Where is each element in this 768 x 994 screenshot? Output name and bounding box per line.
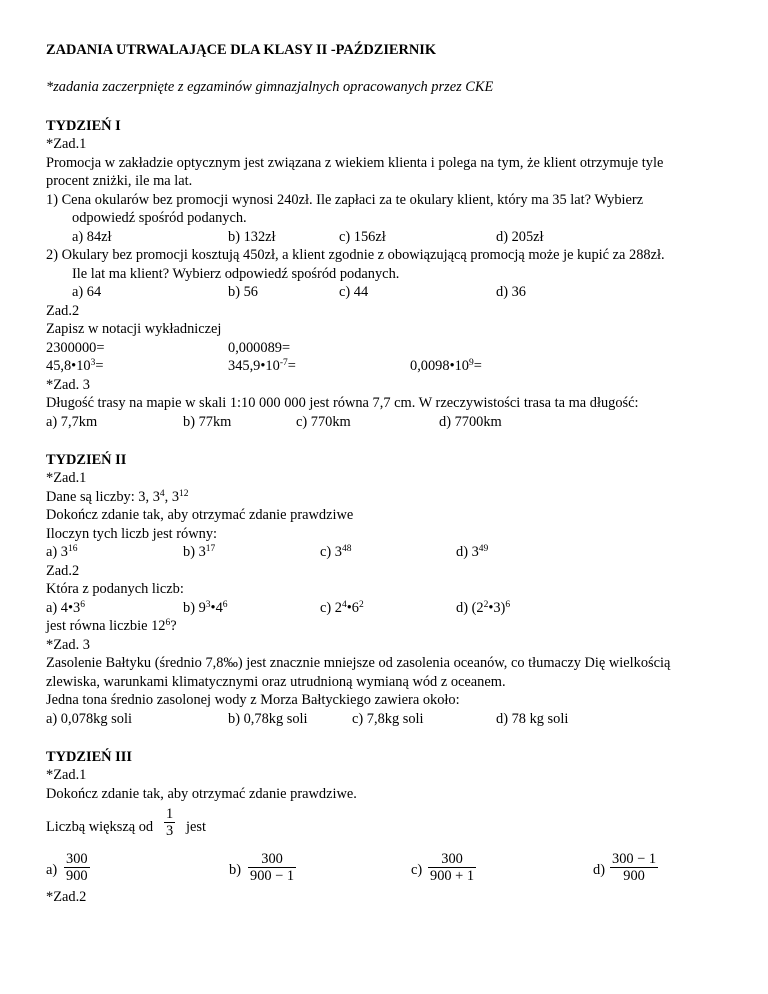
w1-task1-question-2: 2) Okulary bez promocji kosztują 450zł, a klient zgodnie z obowiązującą promocją może je kupić za 288zł.: [46, 247, 665, 263]
w1-task1-label: *Zad.1: [46, 136, 87, 152]
w2-task3-text: Jedna tona średnio zasolonej wody z Morza Bałtyckiego zawiera około:: [46, 692, 460, 708]
w1-task1-question-1: odpowiedź spośród podanych.: [72, 210, 247, 226]
w2-task3-text: zlewiska, warunkami klimatycznymi oraz utrudnioną wymianą wód z oceanem.: [46, 674, 506, 690]
page-subtitle: *zadania zaczerpnięte z egzaminów gimnazjalnych opracowanych przez CKE: [46, 79, 494, 95]
w1-task1-question-2: Ile lat ma klient? Wybierz odpowiedź spośród podanych.: [72, 266, 400, 282]
number-item: 0,000089=: [228, 340, 291, 356]
answer-option: c) 44: [339, 284, 369, 300]
w3-task1-label: *Zad.1: [46, 767, 87, 783]
answer-option: a) 64: [72, 284, 102, 300]
w3-task1-text: jest: [186, 819, 206, 835]
answer-option: a) $4•3^6$: [46, 600, 85, 616]
fraction: $\frac{1}{3}$: [166, 806, 174, 839]
answer-option: d) 78 kg soli: [496, 711, 569, 727]
w1-task1-intro: procent zniżki, ile ma lat.: [46, 173, 193, 189]
answer-option: d) 7700km: [439, 414, 502, 430]
option-label: d): [593, 862, 605, 878]
option-label: a): [46, 862, 58, 878]
w3-task1-text: Dokończ zdanie tak, aby otrzymać zdanie prawdziwe.: [46, 786, 357, 802]
w2-task1-label: *Zad.1: [46, 470, 87, 486]
answer-option: d) 36: [496, 284, 526, 300]
w1-task3-label: *Zad. 3: [46, 377, 90, 393]
w2-task1-text: Dokończ zdanie tak, aby otrzymać zdanie prawdziwe: [46, 507, 354, 523]
answer-option: a) 0,078kg soli: [46, 711, 132, 727]
answer-option: b) 56: [228, 284, 258, 300]
w3-task1-text: Liczbą większą od: [46, 819, 154, 835]
answer-option: c) 156zł: [339, 229, 386, 245]
number-item: 2300000=: [46, 340, 105, 356]
answer-option: c) $2^4•6^2$: [320, 600, 364, 616]
answer-option: c) 770km: [296, 414, 351, 430]
w2-task1-text: Iloczyn tych liczb jest równy:: [46, 526, 218, 542]
option-label: b): [229, 862, 241, 878]
answer-option: b) 132zł: [228, 229, 276, 245]
answer-option: d) 205zł: [496, 229, 544, 245]
w1-task1-question-1: 1) Cena okularów bez promocji wynosi 240zł. Ile zapłaci za te okulary klient, który ma 35 lat? Wybierz: [46, 192, 644, 208]
fraction: $\frac{300 - 1}{900}$: [612, 851, 657, 884]
answer-option: a) $3^{16}$: [46, 544, 78, 560]
w2-task3-text: Zasolenie Bałtyku (średnio 7,8‰) jest znacznie mniejsze od zasolenia oceanów, co tłumaczy Dię wielkością: [46, 655, 671, 671]
answer-option: b) $3^{17}$: [183, 544, 216, 560]
w3-task2-label: *Zad.2: [46, 889, 87, 905]
answer-option: b) $9^3•4^6$: [183, 600, 228, 616]
week-2-heading: TYDZIEŃ II: [46, 452, 127, 468]
answer-option: d) $3^{49}$: [456, 544, 489, 560]
answer-option: a) 84zł: [72, 229, 112, 245]
w2-task1-text: Dane są liczby: 3, $3^4$, $3^{12}$: [46, 489, 189, 505]
fraction: $\frac{300}{900}$: [66, 851, 88, 884]
w2-task3-label: *Zad. 3: [46, 637, 90, 653]
w1-task2-intro: Zapisz w notacji wykładniczej: [46, 321, 222, 337]
week-1-heading: TYDZIEŃ I: [46, 118, 121, 134]
option-label: c): [411, 862, 423, 878]
number-item: $0,0098•10^9=$: [410, 358, 482, 374]
fraction: $\frac{300}{900 - 1}$: [250, 851, 295, 884]
page-title: ZADANIA UTRWALAJĄCE DLA KLASY II -PAŹDZIERNIK: [46, 42, 437, 58]
number-item: $45,8•10^3=$: [46, 358, 104, 374]
answer-option: d) $(2^2•3)^6$: [456, 600, 511, 616]
w2-task2-text: jest równa liczbie $12^6$?: [46, 618, 177, 634]
number-item: $345,9•10^{-7}=$: [228, 358, 296, 374]
answer-option: b) 77km: [183, 414, 232, 430]
fraction: $\frac{300}{900 + 1}$: [430, 851, 475, 884]
week-3-heading: TYDZIEŃ III: [46, 749, 132, 765]
w1-task3-text: Długość trasy na mapie w skali 1:10 000 000 jest równa 7,7 cm. W rzeczywistości trasa ta ma długość:: [46, 395, 639, 411]
w2-task2-text: Która z podanych liczb:: [46, 581, 184, 597]
w1-task1-intro: Promocja w zakładzie optycznym jest związana z wiekiem klienta i polega na tym, że klient otrzymuje tyle: [46, 155, 664, 171]
answer-option: c) 7,8kg soli: [352, 711, 424, 727]
answer-option: b) 0,78kg soli: [228, 711, 308, 727]
w2-task2-label: Zad.2: [46, 563, 80, 579]
w1-task2-label: Zad.2: [46, 303, 80, 319]
answer-option: c) $3^{48}$: [320, 544, 352, 560]
answer-option: a) 7,7km: [46, 414, 98, 430]
